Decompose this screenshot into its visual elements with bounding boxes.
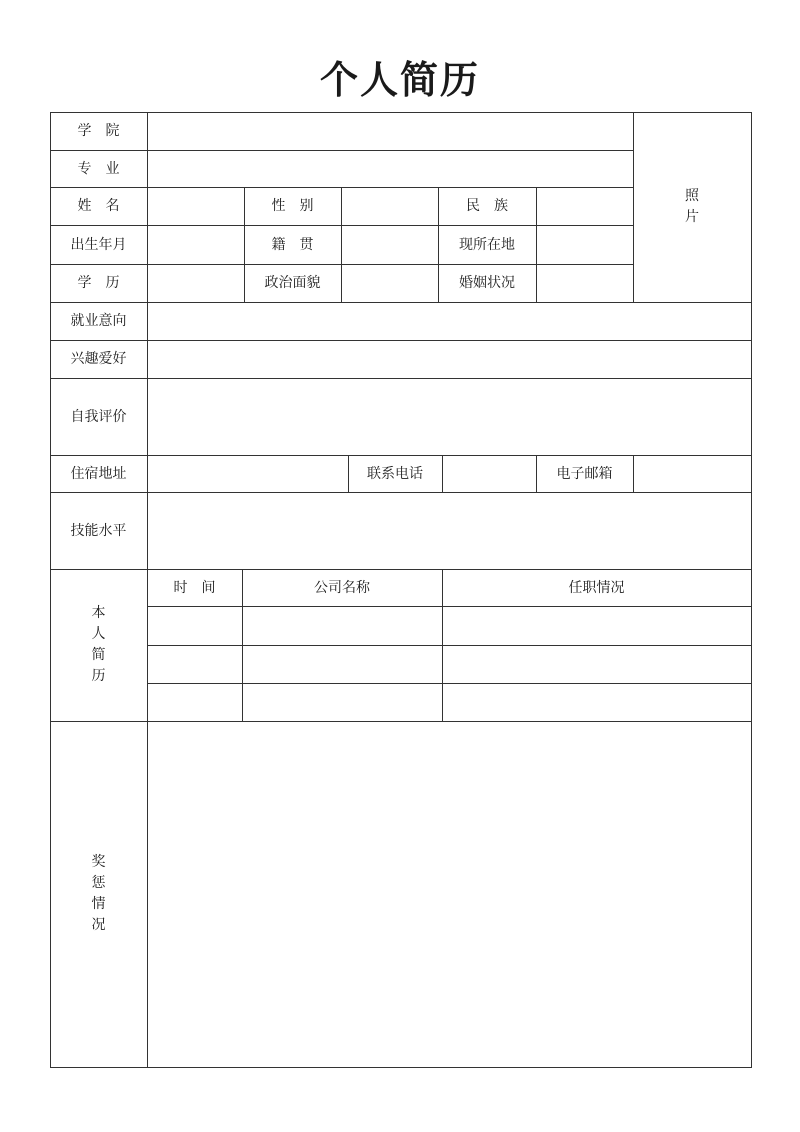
experience-position-header: 任职情况 — [568, 579, 625, 596]
experience-time-field[interactable] — [148, 607, 242, 645]
table-border-right — [751, 112, 752, 1068]
photo-label-char: 照 — [685, 188, 699, 204]
awards-label-char: 奖 — [91, 854, 106, 870]
resume-section-label — [50, 569, 147, 721]
skills-field[interactable] — [148, 493, 751, 569]
awards-section-label — [50, 721, 147, 1067]
awards-label-char: 况 — [91, 917, 106, 933]
address-label: 住宿地址 — [70, 465, 127, 482]
address-field[interactable] — [148, 456, 348, 492]
photo-box[interactable] — [633, 112, 751, 302]
awards-label-char: 情 — [91, 896, 106, 912]
hobbies-field[interactable] — [148, 341, 751, 378]
awards-label-char: 惩 — [91, 875, 106, 891]
hobbies-label: 兴趣爱好 — [70, 351, 127, 367]
college-field[interactable] — [148, 113, 633, 150]
experience-position-field[interactable] — [443, 684, 751, 721]
birth-date-field[interactable] — [148, 226, 244, 264]
experience-time-header: 时 间 — [173, 579, 216, 596]
experience-time-field[interactable] — [148, 684, 242, 721]
resume-label-char: 简 — [91, 647, 106, 663]
table-border-bottom — [50, 1067, 752, 1068]
resume-label-char: 历 — [91, 668, 106, 684]
awards-field[interactable] — [148, 722, 751, 1067]
experience-position-field[interactable] — [443, 607, 751, 645]
resume-label-char: 本 — [91, 605, 106, 621]
experience-company-field[interactable] — [243, 684, 442, 721]
current-residence-label: 现所在地 — [459, 236, 515, 253]
ethnicity-label: 民 族 — [466, 198, 508, 214]
experience-company-header: 公司名称 — [314, 579, 370, 596]
self-evaluation-label: 自我评价 — [70, 408, 127, 425]
college-label: 学 院 — [77, 123, 120, 139]
page-title: 个人简历 — [319, 57, 480, 102]
job-intention-field[interactable] — [148, 303, 751, 340]
experience-time-field[interactable] — [148, 646, 242, 683]
education-field[interactable] — [148, 265, 244, 302]
native-place-label: 籍 贯 — [271, 236, 314, 253]
birth-date-label: 出生年月 — [70, 236, 127, 253]
experience-company-field[interactable] — [243, 607, 442, 645]
native-place-field[interactable] — [342, 226, 438, 264]
phone-label: 联系电话 — [367, 465, 423, 482]
marital-status-field[interactable] — [537, 265, 633, 302]
self-evaluation-field[interactable] — [148, 379, 751, 455]
phone-field[interactable] — [443, 456, 536, 492]
ethnicity-field[interactable] — [537, 188, 633, 225]
experience-company-field[interactable] — [243, 646, 442, 683]
name-label: 姓 名 — [77, 198, 120, 214]
education-label: 学 历 — [77, 275, 120, 291]
experience-position-field[interactable] — [443, 646, 751, 683]
current-residence-field[interactable] — [537, 226, 633, 264]
political-status-label: 政治面貌 — [264, 275, 321, 291]
name-field[interactable] — [148, 188, 244, 225]
email-field[interactable] — [634, 456, 751, 492]
major-label: 专 业 — [77, 160, 120, 177]
resume-label-char: 人 — [91, 626, 106, 642]
gender-label: 性 别 — [271, 198, 314, 214]
photo-label-char: 片 — [685, 209, 699, 225]
gender-field[interactable] — [342, 188, 438, 225]
skills-label: 技能水平 — [70, 522, 127, 539]
major-field[interactable] — [148, 151, 633, 187]
job-intention-label: 就业意向 — [70, 313, 127, 329]
political-status-field[interactable] — [342, 265, 438, 302]
marital-status-label: 婚姻状况 — [459, 275, 515, 291]
email-label: 电子邮箱 — [556, 465, 613, 482]
